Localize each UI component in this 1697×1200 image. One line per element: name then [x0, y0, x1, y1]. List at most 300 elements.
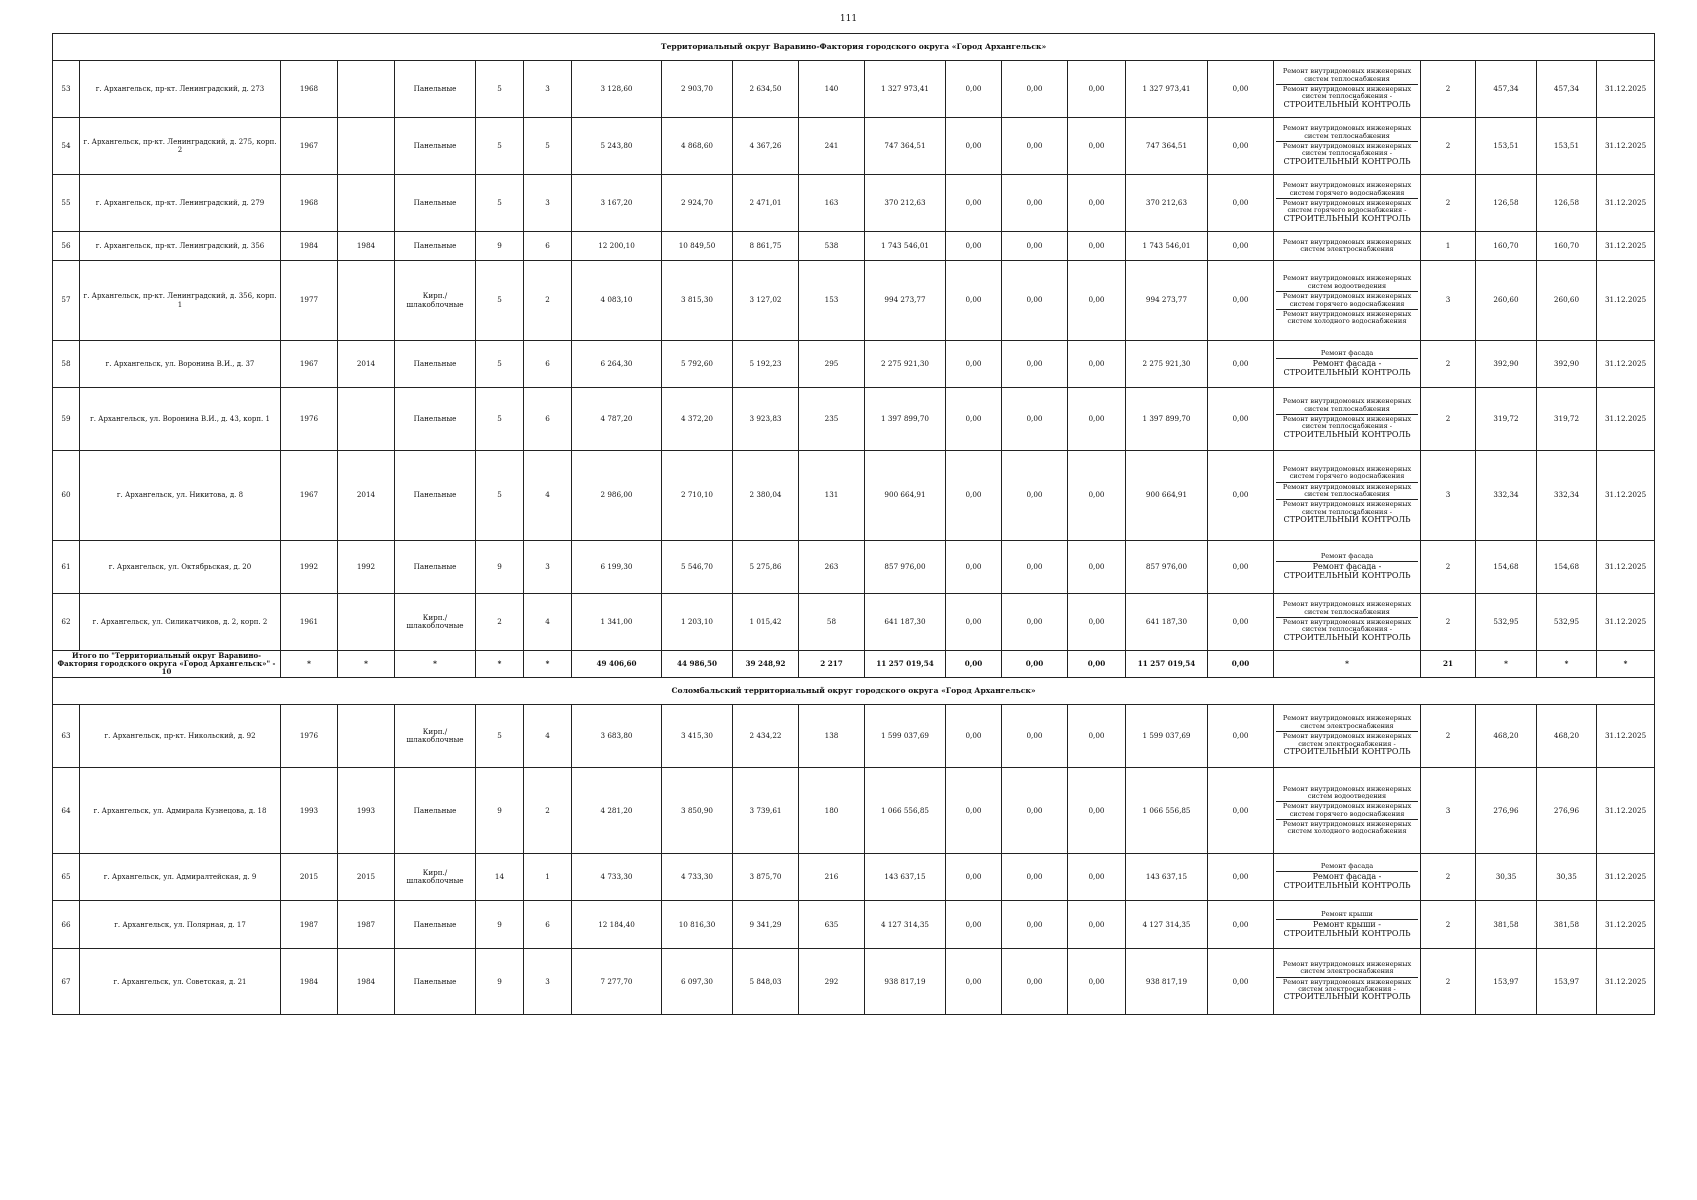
- limit-unit-cost: 332,34: [1537, 451, 1597, 541]
- owners-funds: 938 817,19: [1126, 949, 1208, 1015]
- total-placeholder: *: [524, 651, 572, 678]
- works-list: [1274, 341, 1421, 388]
- fund-regional: 0,00: [1002, 261, 1068, 341]
- fund-local: 0,00: [1068, 118, 1126, 175]
- works-list: [1274, 61, 1421, 118]
- unit-cost: 392,90: [1476, 341, 1537, 388]
- residential-area: 4 367,26: [733, 118, 799, 175]
- residents: 538: [799, 232, 865, 261]
- year-built: 1967: [281, 451, 338, 541]
- works-list: [1274, 232, 1421, 261]
- wall-material: Панельные: [395, 949, 476, 1015]
- repair-cost-sum: 11 257 019,54: [865, 651, 946, 678]
- unit-cost: 381,58: [1476, 901, 1537, 949]
- completion-date: 31.12.2025: [1597, 261, 1655, 341]
- owners-funds: 747 364,51: [1126, 118, 1208, 175]
- fund-federal: 0,00: [946, 901, 1002, 949]
- work-item: Ремонт внутридомовых инженерных систем холодного водоснабжения: [1282, 820, 1412, 836]
- total-label: Итого по "Территориальный округ Варавино-Фактория городского округа «Город Архангельск»" - 10: [53, 651, 281, 678]
- year-last-repair: [338, 705, 395, 768]
- fund-federal: 0,00: [946, 232, 1002, 261]
- floors: 5: [476, 388, 524, 451]
- premises-area: 2 710,10: [662, 451, 733, 541]
- residential-area: 2 380,04: [733, 451, 799, 541]
- unit-cost: 468,20: [1476, 705, 1537, 768]
- floors: 9: [476, 901, 524, 949]
- fund-federal: 0,00: [946, 541, 1002, 594]
- table-body: [53, 34, 1655, 1015]
- fund-local: 0,00: [1068, 61, 1126, 118]
- year-built: 1993: [281, 768, 338, 854]
- address: г. Архангельск, пр-кт. Ленинградский, д. 356, корп. 1: [80, 261, 281, 341]
- floors: 5: [476, 451, 524, 541]
- premises-area: 4 733,30: [662, 854, 733, 901]
- work-item: Ремонт фасада - СТРОИТЕЛЬНЫЙ КОНТРОЛЬ: [1283, 872, 1411, 891]
- completion-date: 31.12.2025: [1597, 341, 1655, 388]
- work-item: Ремонт внутридомовых инженерных систем горячего водоснабжения: [1276, 292, 1418, 310]
- table-row: [53, 61, 1655, 118]
- premises-area: 2 924,70: [662, 175, 733, 232]
- completion-date: 31.12.2025: [1597, 768, 1655, 854]
- fund-federal: 0,00: [946, 451, 1002, 541]
- fund-federal: 0,00: [946, 388, 1002, 451]
- total-area: 1 341,00: [572, 594, 662, 651]
- work-item: Ремонт внутридомовых инженерных систем теплоснабжения: [1276, 397, 1418, 415]
- section-title: Соломбальский территориальный округ городского округа «Город Архангельск»: [53, 678, 1655, 705]
- other-funds: 0,00: [1208, 175, 1274, 232]
- work-item: Ремонт фасада: [1276, 862, 1418, 872]
- total-area: 2 986,00: [572, 451, 662, 541]
- wall-material: Панельные: [395, 341, 476, 388]
- table-row: [53, 451, 1655, 541]
- repair-cost: 994 273,77: [865, 261, 946, 341]
- premises-area: 2 903,70: [662, 61, 733, 118]
- unit-cost: 153,97: [1476, 949, 1537, 1015]
- unit-cost: 457,34: [1476, 61, 1537, 118]
- floors: 9: [476, 768, 524, 854]
- fund-federal: 0,00: [946, 261, 1002, 341]
- fund-federal: 0,00: [946, 854, 1002, 901]
- table-row: [53, 854, 1655, 901]
- repair-cost: 938 817,19: [865, 949, 946, 1015]
- wall-material: Кирп./ шлакоблочные: [395, 854, 476, 901]
- work-item: Ремонт внутридомовых инженерных систем электроснабжения: [1276, 960, 1418, 978]
- address: г. Архангельск, ул. Воронина В.И., д. 43, корп. 1: [80, 388, 281, 451]
- total-placeholder: *: [281, 651, 338, 678]
- completion-date: 31.12.2025: [1597, 232, 1655, 261]
- owners-funds: 994 273,77: [1126, 261, 1208, 341]
- other-funds: 0,00: [1208, 949, 1274, 1015]
- completion-date: 31.12.2025: [1597, 388, 1655, 451]
- premises-area: 5 546,70: [662, 541, 733, 594]
- floors: 5: [476, 175, 524, 232]
- other-funds: 0,00: [1208, 261, 1274, 341]
- residential-area: 2 434,22: [733, 705, 799, 768]
- works-list: [1274, 705, 1421, 768]
- work-item: Ремонт внутридомовых инженерных систем теплоснабжения - СТРОИТЕЛЬНЫЙ КОНТРОЛЬ: [1282, 142, 1412, 166]
- year-last-repair: 1987: [338, 901, 395, 949]
- owners-funds: 370 212,63: [1126, 175, 1208, 232]
- work-item: Ремонт внутридомовых инженерных систем горячего водоснабжения: [1276, 465, 1418, 483]
- row-number: 62: [53, 594, 80, 651]
- year-built: 1967: [281, 118, 338, 175]
- premises-area-sum: 44 986,50: [662, 651, 733, 678]
- other-funds: 0,00: [1208, 388, 1274, 451]
- works-count: 2: [1421, 388, 1476, 451]
- year-last-repair: 2014: [338, 341, 395, 388]
- fund-local: 0,00: [1068, 541, 1126, 594]
- fund-federal: 0,00: [946, 594, 1002, 651]
- residents-sum: 2 217: [799, 651, 865, 678]
- works-list: [1274, 594, 1421, 651]
- wall-material: Панельные: [395, 541, 476, 594]
- completion-date: 31.12.2025: [1597, 175, 1655, 232]
- row-number: 60: [53, 451, 80, 541]
- owners-funds: 900 664,91: [1126, 451, 1208, 541]
- total-placeholder: *: [1597, 651, 1655, 678]
- total-area: 6 199,30: [572, 541, 662, 594]
- owners-funds-sum: 11 257 019,54: [1126, 651, 1208, 678]
- residential-area: 5 275,86: [733, 541, 799, 594]
- works-count: 2: [1421, 854, 1476, 901]
- premises-area: 4 372,20: [662, 388, 733, 451]
- work-item: Ремонт внутридомовых инженерных систем теплоснабжения - СТРОИТЕЛЬНЫЙ КОНТРОЛЬ: [1282, 415, 1412, 439]
- floors: 5: [476, 341, 524, 388]
- total-placeholder: *: [1476, 651, 1537, 678]
- residents: 58: [799, 594, 865, 651]
- fund-regional: 0,00: [1002, 232, 1068, 261]
- residents: 180: [799, 768, 865, 854]
- limit-unit-cost: 160,70: [1537, 232, 1597, 261]
- row-number: 64: [53, 768, 80, 854]
- address: г. Архангельск, ул. Адмирала Кузнецова, д. 18: [80, 768, 281, 854]
- entrances: 1: [524, 854, 572, 901]
- page-number: 111: [839, 14, 858, 24]
- works-count: 2: [1421, 949, 1476, 1015]
- residents: 163: [799, 175, 865, 232]
- repair-cost: 641 187,30: [865, 594, 946, 651]
- works-count: 2: [1421, 341, 1476, 388]
- other-funds: 0,00: [1208, 901, 1274, 949]
- work-item: Ремонт внутридомовых инженерных систем теплоснабжения: [1276, 124, 1418, 142]
- fund-local-sum: 0,00: [1068, 651, 1126, 678]
- residential-area: 8 861,75: [733, 232, 799, 261]
- table-row: [53, 901, 1655, 949]
- table-row: [53, 949, 1655, 1015]
- year-last-repair: 1984: [338, 949, 395, 1015]
- unit-cost: 319,72: [1476, 388, 1537, 451]
- work-item: Ремонт внутридомовых инженерных систем водоотведения: [1276, 274, 1418, 292]
- total-area: 12 184,40: [572, 901, 662, 949]
- address: г. Архангельск, ул. Октябрьская, д. 20: [80, 541, 281, 594]
- year-last-repair: [338, 388, 395, 451]
- residential-area: 3 127,02: [733, 261, 799, 341]
- total-area: 3 128,60: [572, 61, 662, 118]
- year-last-repair: 2014: [338, 451, 395, 541]
- table-row: [53, 388, 1655, 451]
- floors: 5: [476, 118, 524, 175]
- year-last-repair: [338, 118, 395, 175]
- unit-cost: 532,95: [1476, 594, 1537, 651]
- wall-material: Панельные: [395, 61, 476, 118]
- entrances: 5: [524, 118, 572, 175]
- other-funds: 0,00: [1208, 854, 1274, 901]
- residents: 241: [799, 118, 865, 175]
- total-row: [53, 651, 1655, 678]
- fund-local: 0,00: [1068, 705, 1126, 768]
- row-number: 57: [53, 261, 80, 341]
- residents: 131: [799, 451, 865, 541]
- works-count: 1: [1421, 232, 1476, 261]
- fund-local: 0,00: [1068, 451, 1126, 541]
- other-funds: 0,00: [1208, 451, 1274, 541]
- unit-cost: 153,51: [1476, 118, 1537, 175]
- year-built: 1976: [281, 388, 338, 451]
- completion-date: 31.12.2025: [1597, 118, 1655, 175]
- wall-material: Панельные: [395, 388, 476, 451]
- work-item: Ремонт внутридомовых инженерных систем теплоснабжения - СТРОИТЕЛЬНЫЙ КОНТРОЛЬ: [1282, 500, 1412, 525]
- work-item: Ремонт внутридомовых инженерных систем электроснабжения: [1282, 237, 1412, 253]
- fund-regional: 0,00: [1002, 118, 1068, 175]
- total-area: 4 787,20: [572, 388, 662, 451]
- table-row: [53, 118, 1655, 175]
- works-list: [1274, 388, 1421, 451]
- year-built: 1987: [281, 901, 338, 949]
- floors: 14: [476, 854, 524, 901]
- repair-cost: 4 127 314,35: [865, 901, 946, 949]
- unit-cost: 276,96: [1476, 768, 1537, 854]
- limit-unit-cost: 532,95: [1537, 594, 1597, 651]
- fund-regional: 0,00: [1002, 388, 1068, 451]
- year-built: 1968: [281, 175, 338, 232]
- row-number: 54: [53, 118, 80, 175]
- fund-federal-sum: 0,00: [946, 651, 1002, 678]
- address: г. Архангельск, ул. Советская, д. 21: [80, 949, 281, 1015]
- total-placeholder: *: [1274, 651, 1421, 678]
- completion-date: 31.12.2025: [1597, 854, 1655, 901]
- repair-cost: 900 664,91: [865, 451, 946, 541]
- repair-cost: 747 364,51: [865, 118, 946, 175]
- owners-funds: 143 637,15: [1126, 854, 1208, 901]
- year-last-repair: 1984: [338, 232, 395, 261]
- premises-area: 3 850,90: [662, 768, 733, 854]
- unit-cost: 30,35: [1476, 854, 1537, 901]
- owners-funds: 1 743 546,01: [1126, 232, 1208, 261]
- work-item: Ремонт фасада: [1276, 552, 1418, 562]
- works-count: 3: [1421, 768, 1476, 854]
- entrances: 6: [524, 901, 572, 949]
- works-list: [1274, 451, 1421, 541]
- residents: 295: [799, 341, 865, 388]
- completion-date: 31.12.2025: [1597, 901, 1655, 949]
- repair-cost: 1 066 556,85: [865, 768, 946, 854]
- wall-material: Панельные: [395, 232, 476, 261]
- premises-area: 10 816,30: [662, 901, 733, 949]
- works-count: 2: [1421, 705, 1476, 768]
- work-item: Ремонт внутридомовых инженерных систем водоотведения: [1276, 785, 1418, 803]
- fund-regional: 0,00: [1002, 61, 1068, 118]
- owners-funds: 1 066 556,85: [1126, 768, 1208, 854]
- residents: 138: [799, 705, 865, 768]
- limit-unit-cost: 153,51: [1537, 118, 1597, 175]
- unit-cost: 126,58: [1476, 175, 1537, 232]
- other-funds: 0,00: [1208, 61, 1274, 118]
- other-funds: 0,00: [1208, 232, 1274, 261]
- residential-area: 1 015,42: [733, 594, 799, 651]
- fund-federal: 0,00: [946, 341, 1002, 388]
- total-placeholder: *: [476, 651, 524, 678]
- row-number: 63: [53, 705, 80, 768]
- repair-cost: 857 976,00: [865, 541, 946, 594]
- row-number: 59: [53, 388, 80, 451]
- row-number: 55: [53, 175, 80, 232]
- works-list: [1274, 854, 1421, 901]
- address: г. Архангельск, пр-кт. Ленинградский, д. 273: [80, 61, 281, 118]
- row-number: 61: [53, 541, 80, 594]
- fund-regional: 0,00: [1002, 854, 1068, 901]
- year-last-repair: 1993: [338, 768, 395, 854]
- other-funds: 0,00: [1208, 768, 1274, 854]
- total-area: 4 083,10: [572, 261, 662, 341]
- table-row: [53, 541, 1655, 594]
- year-last-repair: 2015: [338, 854, 395, 901]
- premises-area: 3 415,30: [662, 705, 733, 768]
- other-funds: 0,00: [1208, 541, 1274, 594]
- wall-material: Кирп./ шлакоблочные: [395, 261, 476, 341]
- works-count: 2: [1421, 61, 1476, 118]
- table-row: [53, 175, 1655, 232]
- work-item: Ремонт внутридомовых инженерных систем электроснабжения - СТРОИТЕЛЬНЫЙ КОНТРОЛЬ: [1282, 732, 1412, 756]
- work-item: Ремонт фасада - СТРОИТЕЛЬНЫЙ КОНТРОЛЬ: [1283, 562, 1411, 581]
- limit-unit-cost: 319,72: [1537, 388, 1597, 451]
- entrances: 4: [524, 594, 572, 651]
- address: г. Архангельск, ул. Воронина В.И., д. 37: [80, 341, 281, 388]
- other-funds: 0,00: [1208, 118, 1274, 175]
- unit-cost: 260,60: [1476, 261, 1537, 341]
- works-count-sum: 21: [1421, 651, 1476, 678]
- year-last-repair: [338, 261, 395, 341]
- other-funds-sum: 0,00: [1208, 651, 1274, 678]
- completion-date: 31.12.2025: [1597, 541, 1655, 594]
- limit-unit-cost: 468,20: [1537, 705, 1597, 768]
- table-row: [53, 594, 1655, 651]
- owners-funds: 1 397 899,70: [1126, 388, 1208, 451]
- entrances: 6: [524, 232, 572, 261]
- limit-unit-cost: 126,58: [1537, 175, 1597, 232]
- fund-local: 0,00: [1068, 949, 1126, 1015]
- owners-funds: 1 327 973,41: [1126, 61, 1208, 118]
- residential-area-sum: 39 248,92: [733, 651, 799, 678]
- total-area: 7 277,70: [572, 949, 662, 1015]
- works-list: [1274, 949, 1421, 1015]
- fund-federal: 0,00: [946, 949, 1002, 1015]
- residents: 263: [799, 541, 865, 594]
- entrances: 3: [524, 61, 572, 118]
- fund-local: 0,00: [1068, 388, 1126, 451]
- work-item: Ремонт внутридомовых инженерных систем горячего водоснабжения: [1276, 802, 1418, 820]
- entrances: 2: [524, 768, 572, 854]
- fund-local: 0,00: [1068, 175, 1126, 232]
- entrances: 4: [524, 705, 572, 768]
- residential-area: 5 192,23: [733, 341, 799, 388]
- year-last-repair: 1992: [338, 541, 395, 594]
- fund-federal: 0,00: [946, 768, 1002, 854]
- year-built: 1967: [281, 341, 338, 388]
- fund-local: 0,00: [1068, 341, 1126, 388]
- limit-unit-cost: 260,60: [1537, 261, 1597, 341]
- residents: 216: [799, 854, 865, 901]
- floors: 9: [476, 232, 524, 261]
- year-built: 1977: [281, 261, 338, 341]
- unit-cost: 154,68: [1476, 541, 1537, 594]
- total-placeholder: *: [395, 651, 476, 678]
- limit-unit-cost: 276,96: [1537, 768, 1597, 854]
- owners-funds: 2 275 921,30: [1126, 341, 1208, 388]
- work-item: Ремонт внутридомовых инженерных систем горячего водоснабжения - СТРОИТЕЛЬНЫЙ КОНТРОЛЬ: [1282, 199, 1412, 223]
- address: г. Архангельск, пр-кт. Никольский, д. 92: [80, 705, 281, 768]
- total-area: 4 281,20: [572, 768, 662, 854]
- table-row: [53, 705, 1655, 768]
- entrances: 3: [524, 175, 572, 232]
- residents: 635: [799, 901, 865, 949]
- completion-date: 31.12.2025: [1597, 705, 1655, 768]
- fund-federal: 0,00: [946, 61, 1002, 118]
- other-funds: 0,00: [1208, 341, 1274, 388]
- entrances: 3: [524, 541, 572, 594]
- works-list: [1274, 901, 1421, 949]
- completion-date: 31.12.2025: [1597, 451, 1655, 541]
- row-number: 66: [53, 901, 80, 949]
- year-built: 1984: [281, 949, 338, 1015]
- section-title: Территориальный округ Варавино-Фактория городского округа «Город Архангельск»: [53, 34, 1655, 61]
- floors: 9: [476, 949, 524, 1015]
- works-count: 2: [1421, 594, 1476, 651]
- address: г. Архангельск, ул. Никитова, д. 8: [80, 451, 281, 541]
- limit-unit-cost: 154,68: [1537, 541, 1597, 594]
- wall-material: Панельные: [395, 901, 476, 949]
- work-item: Ремонт внутридомовых инженерных систем холодного водоснабжения: [1282, 309, 1412, 326]
- limit-unit-cost: 30,35: [1537, 854, 1597, 901]
- total-area: 12 200,10: [572, 232, 662, 261]
- premises-area: 6 097,30: [662, 949, 733, 1015]
- year-last-repair: [338, 61, 395, 118]
- entrances: 4: [524, 451, 572, 541]
- fund-regional: 0,00: [1002, 451, 1068, 541]
- repair-cost: 1 743 546,01: [865, 232, 946, 261]
- completion-date: 31.12.2025: [1597, 61, 1655, 118]
- other-funds: 0,00: [1208, 705, 1274, 768]
- fund-local: 0,00: [1068, 854, 1126, 901]
- address: г. Архангельск, ул. Полярная, д. 17: [80, 901, 281, 949]
- year-built: 1984: [281, 232, 338, 261]
- fund-local: 0,00: [1068, 232, 1126, 261]
- fund-regional-sum: 0,00: [1002, 651, 1068, 678]
- works-count: 2: [1421, 175, 1476, 232]
- wall-material: Кирп./ шлакоблочные: [395, 594, 476, 651]
- work-item: Ремонт внутридомовых инженерных систем теплоснабжения - СТРОИТЕЛЬНЫЙ КОНТРОЛЬ: [1282, 618, 1412, 642]
- work-item: Ремонт внутридомовых инженерных систем электроснабжения: [1276, 714, 1418, 732]
- works-list: [1274, 768, 1421, 854]
- limit-unit-cost: 153,97: [1537, 949, 1597, 1015]
- table-row: [53, 232, 1655, 261]
- address: г. Архангельск, ул. Силикатчиков, д. 2, корп. 2: [80, 594, 281, 651]
- row-number: 58: [53, 341, 80, 388]
- row-number: 56: [53, 232, 80, 261]
- other-funds: 0,00: [1208, 594, 1274, 651]
- limit-unit-cost: 381,58: [1537, 901, 1597, 949]
- section-header-row: [53, 678, 1655, 705]
- works-list: [1274, 541, 1421, 594]
